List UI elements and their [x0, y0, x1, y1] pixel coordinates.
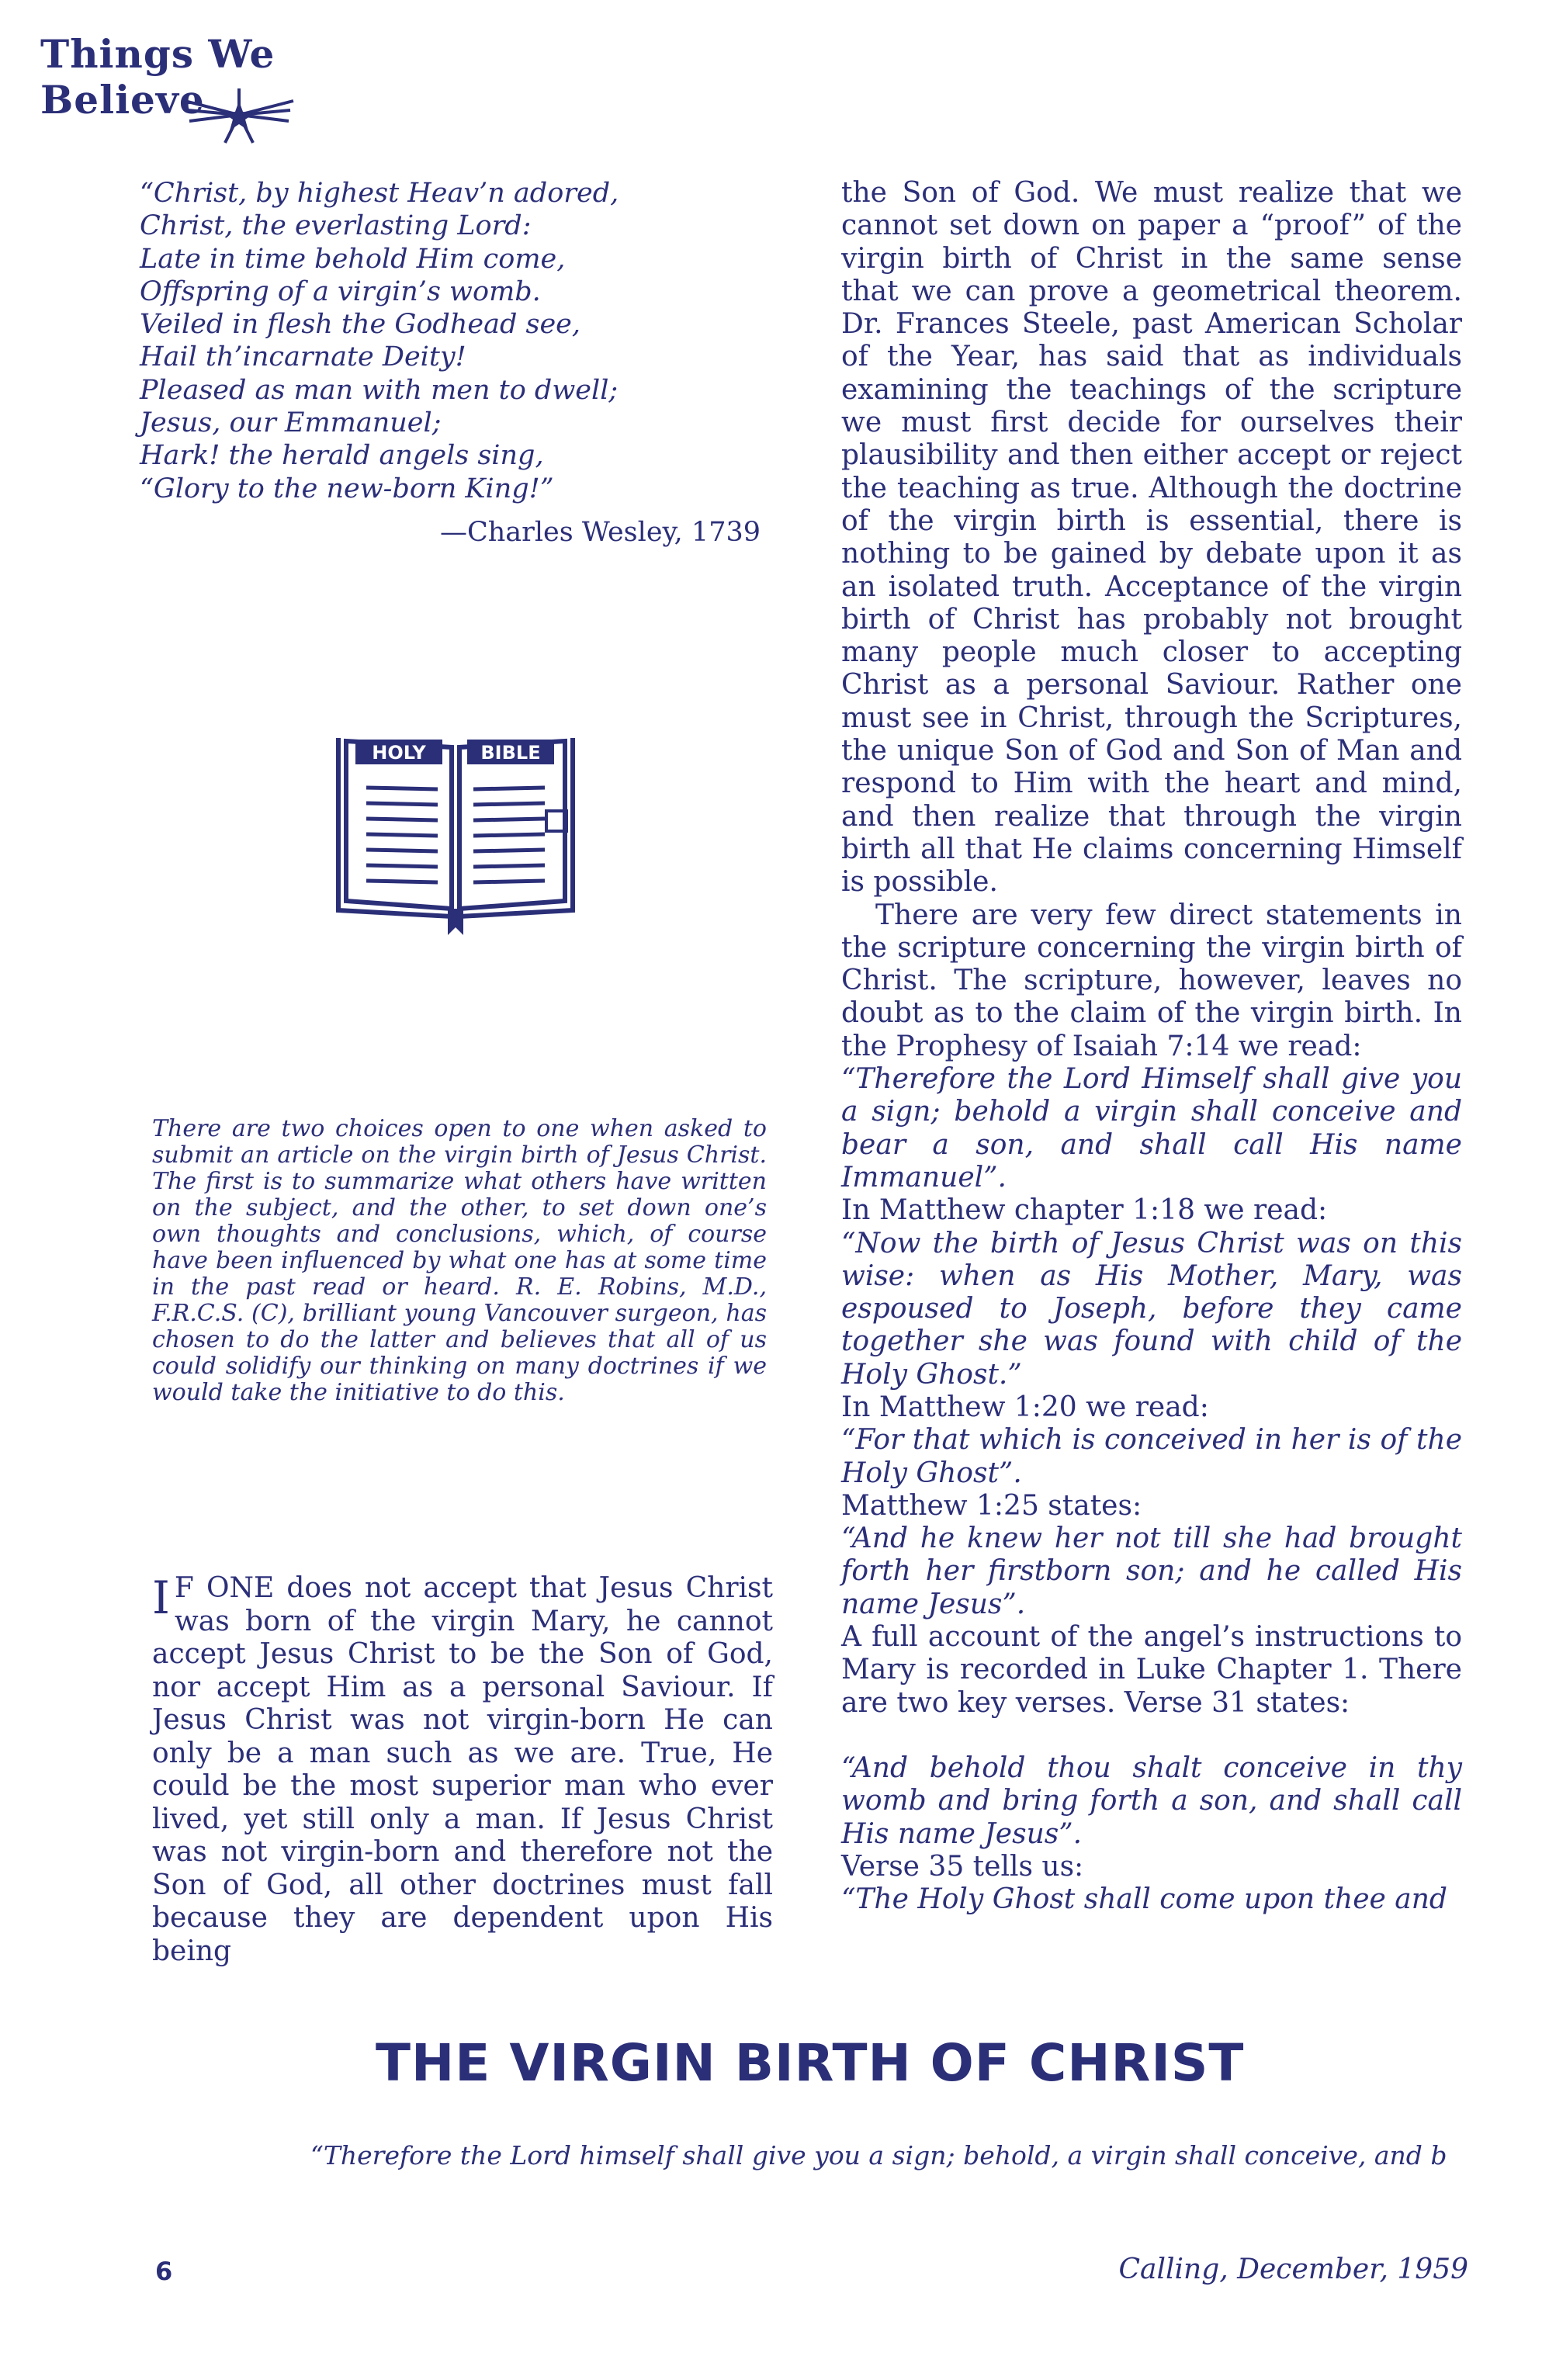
publication-footer: Calling, December, 1959 [1118, 2254, 1468, 2285]
bible-left-word: HOLY [372, 742, 426, 764]
intro-paragraph: There are two choices open to one when asked to submit an article on the virgin birth of Jesus Christ. The first is to summarize what others have written on the subject, and the other, to set down one’s own thoughts and conclusions, which, of course have been influenced by what one has at some time in the past read or heard. R. E. Robins, M.D., F.R.C.S. (C), brilliant young Vancouver surgeon, has chosen to do the latter and believes that all of us could solidify our thinking on many doctrines if we would take the initiative to do this. [152, 1115, 767, 1406]
scripture-quote: “Now the birth of Jesus Christ was on this wise: when as His Mother, Mary, was espoused to Joseph, before they came together she was found with child of the Holy Ghost.” [841, 1227, 1462, 1391]
headline-subtitle: “Therefore the Lord himself shall give you a sign; behold, a virgin shall conceive, and b [310, 2140, 1447, 2170]
poem-line: Offspring of a virgin’s womb. [140, 275, 541, 307]
poem-line: “Glory to the new-born King!” [140, 473, 554, 504]
poem-line: Christ, the everlasting Lord: [140, 210, 532, 242]
scripture-quote: “Therefore the Lord Himself shall give you a sign; behold a virgin shall conceive and bear a son, and shall call His name Immanuel”. [841, 1063, 1462, 1193]
article-headline: THE VIRGIN BIRTH OF CHRIST [376, 2033, 1245, 2093]
lead-paragraph [152, 1572, 773, 1968]
poem-line: Late in time behold Him come, [140, 243, 566, 275]
open-bible-icon [335, 726, 576, 935]
poem-attribution: —Charles Wesley, 1739 [439, 517, 761, 548]
bible-right-word: BIBLE [480, 742, 541, 764]
poem-line: Hark! the herald angels sing, [140, 440, 544, 472]
masthead-title: Things We Believe [40, 31, 275, 123]
poem-line: Veiled in flesh the Godhead see, [140, 309, 580, 341]
poem-line: Jesus, our Emmanuel; [140, 407, 442, 439]
star-burst-icon [177, 84, 301, 146]
page-number: 6 [155, 2257, 173, 2286]
paragraph: There are very few direct statements in the scripture concerning the virgin birth of Christ. The scripture, however, leaves no doubt as to the claim of the virgin birth. In the Prophesy of Isaiah 7:14 we read: [841, 899, 1462, 1062]
reference-line: In Matthew 1:20 we read: [841, 1391, 1209, 1423]
poem-line: Hail th’incarnate Deity! [140, 341, 466, 373]
poem-line: Pleased as man with men to dwell; [140, 374, 619, 406]
paragraph: the Son of God. We must realize that we cannot set down on paper a “proof” of the virgin birth of Christ in the same sense that we can prove a geometrical theorem. Dr. Frances Steele, past American Scholar of the Year, has said that as individuals examining the teachings of the scripture we must first decide for ourselves their plausibility and then either accept or reject the teaching as true. Although the doctrine of the virgin birth is essential, there is nothing to be gained by debate upon it as an isolated truth. Acceptance of the virgin birth of Christ has probably not brought many people much closer to accepting Christ as a personal Saviour. Rather one must see in Christ, through the Scriptures, the unique Son of God and Son of Man and respond to Him with the heart and mind, and then realize that through the virgin birth all that He claims concerning Himself is possible. [841, 177, 1462, 899]
scripture-quote: “And behold thou shalt conceive in thy womb and bring forth a son, and shall call His name Jesus”. [841, 1751, 1462, 1850]
right-column [841, 177, 1462, 1916]
scripture-quote: “The Holy Ghost shall come upon thee and [841, 1883, 1447, 1916]
paragraph: A full account of the angel’s instructions to Mary is recorded in Luke Chapter 1. There are two key verses. Verse 31 states: [841, 1621, 1462, 1719]
lead-text: F ONE does not accept that Jesus Christ was born of the virgin Mary, he cannot accept Jesus Christ to be the Son of God, nor accept Him as a personal Saviour. If Jesus Christ was not virgin-born He can only be a man such as we are. True, He could be the most superior man who ever lived, yet still only a man. If Jesus Christ was not virgin-born and therefore not the Son of God, all other doctrines must fall because they are dependent upon His being [152, 1572, 773, 1967]
poem [140, 177, 776, 505]
reference-line: In Matthew chapter 1:18 we read: [841, 1194, 1328, 1227]
reference-line: Matthew 1:25 states: [841, 1489, 1142, 1522]
reference-line: Verse 35 tells us: [841, 1850, 1084, 1883]
scripture-quote: “For that which is conceived in her is of the Holy Ghost”. [841, 1424, 1462, 1489]
poem-line: “Christ, by highest Heav’n adored, [140, 178, 619, 209]
scripture-quote: “And he knew her not till she had brought forth her firstborn son; and he called His name Jesus”. [841, 1523, 1462, 1620]
drop-cap: I [152, 1571, 170, 1624]
